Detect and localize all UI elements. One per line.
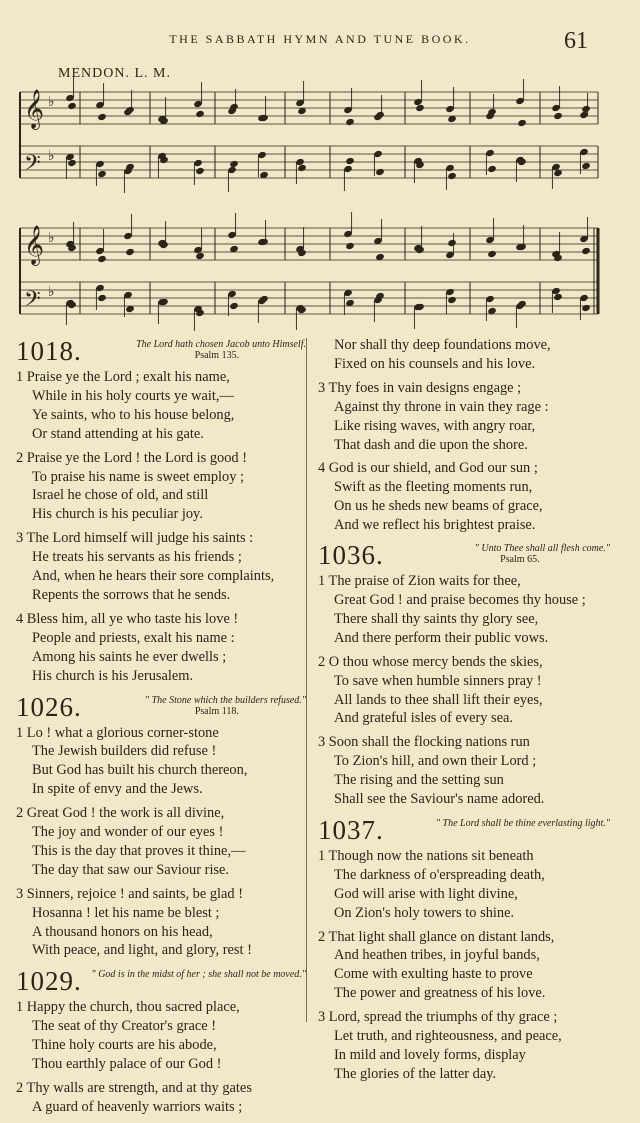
note-head bbox=[581, 247, 591, 255]
verse-line: Thou earthly palace of our God ! bbox=[32, 1056, 222, 1073]
stanza bbox=[318, 572, 610, 648]
stanza bbox=[16, 998, 306, 1074]
note-head bbox=[97, 255, 107, 263]
verse-line: The day that saw our Saviour rise. bbox=[32, 861, 230, 878]
music-score bbox=[0, 0, 640, 336]
stanza bbox=[318, 733, 610, 809]
verse-line: 1 Praise ye the Lord ; exalt his name, bbox=[16, 369, 230, 385]
hymn-number: 1037. bbox=[318, 814, 384, 845]
verse-line: Or stand attending at his gate. bbox=[32, 425, 204, 442]
running-head: THE SABBATH HYMN AND TUNE BOOK. bbox=[169, 32, 471, 46]
verse-line: The joy and wonder of our eyes ! bbox=[32, 824, 224, 841]
verse-line: With peace, and light, and glory, rest ! bbox=[32, 942, 252, 959]
hymn-number: 1026. bbox=[16, 691, 82, 722]
verse-line: The darkness of o'erspreading death, bbox=[334, 866, 545, 883]
note-head bbox=[229, 302, 239, 310]
hymn-header bbox=[16, 966, 306, 996]
verse-line: To Zion's hill, and own their Lord ; bbox=[334, 753, 537, 770]
verse-line: 2 O thou whose mercy bends the skies, bbox=[318, 653, 543, 670]
verse-line: The rising and the setting sun bbox=[334, 772, 504, 789]
verse-line: Come with exulting haste to prove bbox=[334, 966, 533, 983]
note-head bbox=[229, 160, 239, 168]
hymn-epigraph bbox=[88, 336, 306, 361]
hymn bbox=[16, 966, 306, 1116]
note-head bbox=[97, 294, 107, 302]
epigraph-text: " God is in the midst of her ; she shall not be moved." bbox=[91, 969, 306, 981]
verse-line: Among his saints he ever dwells ; bbox=[32, 648, 227, 665]
hymn-number: 1029. bbox=[16, 966, 82, 997]
verse-line: The Jewish builders did refuse ! bbox=[32, 743, 217, 760]
verse-line: 4 God is our shield, and God our sun ; bbox=[318, 460, 538, 477]
note-head bbox=[447, 239, 457, 247]
verse-line: Against thy throne in vain they rage : bbox=[334, 398, 549, 415]
epigraph-text: " The Lord shall be thine everlasting light." bbox=[435, 817, 610, 829]
note-head bbox=[487, 250, 497, 258]
verse-line: Shall see the Saviour's name adored. bbox=[334, 791, 545, 808]
key-flat: ♭ bbox=[48, 95, 55, 110]
note-head bbox=[345, 242, 355, 250]
verse-line: 3 Lord, spread the triumphs of thy grace ; bbox=[318, 1009, 558, 1026]
verse-line: A thousand honors on his head, bbox=[32, 923, 213, 940]
verse-line: Like rising waves, with angry roar, bbox=[334, 417, 536, 434]
verse-line: To save when humble sinners pray ! bbox=[334, 672, 542, 689]
verse-line: Hosanna ! let his name be blest ; bbox=[32, 904, 220, 921]
verse-line: 3 Thy foes in vain designs engage ; bbox=[318, 379, 522, 396]
verse-line: 1 Happy the church, thou sacred place, bbox=[16, 999, 240, 1016]
stanza bbox=[318, 653, 610, 729]
epigraph-text: " The Stone which the builders refused." bbox=[144, 694, 306, 706]
verse-line: In mild and lovely forms, display bbox=[334, 1047, 526, 1063]
verse-line: On us he sheds new beams of grace, bbox=[334, 498, 543, 515]
key-flat: ♭ bbox=[48, 149, 55, 164]
scripture-ref: Psalm 65. bbox=[500, 554, 540, 566]
stanza bbox=[318, 336, 610, 374]
verse-line: The seat of thy Creator's grace ! bbox=[32, 1018, 216, 1035]
hymn-epigraph bbox=[390, 540, 610, 565]
note-head bbox=[447, 172, 457, 180]
bass-clef: 𝄢 bbox=[24, 287, 41, 317]
verse-line: Let truth, and righteousness, and peace, bbox=[334, 1028, 562, 1045]
right-column bbox=[318, 336, 610, 1090]
note-head bbox=[375, 168, 385, 176]
hymn-number: 1036. bbox=[318, 540, 384, 571]
verse-line: A guard of heavenly warriors waits ; bbox=[32, 1098, 243, 1115]
verse-line: Ye saints, who to his house belong, bbox=[32, 406, 235, 423]
verse-line: The power and greatness of his love. bbox=[334, 985, 546, 1002]
hymn-epigraph bbox=[88, 966, 306, 980]
note-head bbox=[67, 102, 77, 110]
note-head bbox=[195, 110, 205, 118]
verse-line: And, when he hears their sore complaints, bbox=[32, 568, 275, 585]
verse-line: 2 Praise ye the Lord ! the Lord is good ! bbox=[16, 449, 247, 466]
verse-line: Great God ! and praise becomes thy house ; bbox=[334, 591, 586, 608]
continuation bbox=[318, 336, 610, 535]
verse-line: Thine holy courts are his abode, bbox=[32, 1037, 217, 1054]
note-head bbox=[345, 157, 355, 165]
hymn-epigraph bbox=[390, 815, 610, 829]
verse-line: All lands to thee shall lift their eyes, bbox=[334, 691, 543, 708]
verse-line: 3 Soon shall the flocking nations run bbox=[318, 734, 530, 751]
verse-line: To praise his name is sweet employ ; bbox=[32, 468, 245, 485]
note-head bbox=[581, 105, 591, 113]
verse-line: 1 Lo ! what a glorious corner-stone bbox=[16, 724, 219, 741]
verse-line: And there perform their public vows. bbox=[334, 629, 549, 646]
note-head bbox=[581, 304, 591, 312]
note-head bbox=[345, 118, 355, 126]
treble-clef: 𝄞 bbox=[24, 89, 45, 129]
stanza bbox=[318, 459, 610, 535]
verse-line: And we reflect his brightest praise. bbox=[334, 517, 536, 534]
verse-line: And grateful isles of every sea. bbox=[334, 710, 514, 727]
verse-line: This is the day that proves it thine,— bbox=[32, 842, 246, 859]
note-head bbox=[553, 112, 563, 120]
stanza bbox=[318, 379, 610, 455]
stanza bbox=[16, 1079, 306, 1117]
verse-line: 3 The Lord himself will judge his saints : bbox=[16, 530, 254, 547]
note-head bbox=[97, 113, 107, 121]
stanza bbox=[16, 449, 306, 525]
verse-line: Repents the sorrows that he sends. bbox=[32, 586, 231, 603]
hymn-epigraph bbox=[88, 692, 306, 717]
stanza bbox=[16, 885, 306, 961]
verse-line: People and priests, exalt his name : bbox=[32, 629, 235, 646]
verse-line: God will arise with light divine, bbox=[334, 885, 518, 902]
note-head bbox=[517, 119, 527, 127]
hymn-number: 1018. bbox=[16, 336, 82, 366]
verse-line: 3 Sinners, rejoice ! and saints, be glad ! bbox=[16, 885, 243, 902]
hymn-header bbox=[318, 815, 610, 845]
left-column bbox=[16, 336, 306, 1123]
stanza bbox=[318, 1008, 610, 1084]
stanza bbox=[16, 610, 306, 686]
key-flat: ♭ bbox=[48, 231, 55, 246]
hymn-header bbox=[16, 336, 306, 366]
verse-line: There shall thy saints thy glory see, bbox=[334, 610, 539, 627]
note-head bbox=[487, 165, 497, 173]
column-rule bbox=[306, 338, 307, 1022]
stanza bbox=[16, 368, 306, 444]
verse-line: Israel he chose of old, and still bbox=[32, 487, 209, 504]
verse-line: 2 That light shall glance on distant lands, bbox=[318, 928, 555, 945]
verse-line: On Zion's holy towers to shine. bbox=[334, 904, 515, 921]
verse-line: Swift as the fleeting moments run, bbox=[334, 479, 533, 496]
hymn bbox=[16, 336, 306, 686]
tune-title: MENDON. L. M. bbox=[58, 66, 171, 81]
stanza bbox=[16, 804, 306, 880]
verse-line: While in his holy courts ye wait,— bbox=[32, 387, 234, 404]
page-number: 61 bbox=[564, 28, 588, 54]
note-head bbox=[581, 162, 591, 170]
verse-line: But God has built his church thereon, bbox=[32, 762, 248, 779]
verse-line: 1 The praise of Zion waits for thee, bbox=[318, 573, 521, 590]
verse-line: That dash and die upon the shore. bbox=[334, 436, 528, 453]
note-head bbox=[195, 167, 205, 175]
note-head bbox=[97, 170, 107, 178]
verse-line: 2 Thy walls are strength, and at thy gates bbox=[16, 1080, 252, 1096]
key-flat: ♭ bbox=[48, 285, 55, 300]
hymn-header bbox=[16, 692, 306, 722]
verse-line: 2 Great God ! the work is all divine, bbox=[16, 805, 225, 822]
epigraph-text: The Lord hath chosen Jacob unto Himself. bbox=[136, 339, 306, 350]
hymn bbox=[318, 540, 610, 809]
scripture-ref: Psalm 118. bbox=[194, 705, 239, 717]
hymn bbox=[318, 815, 610, 1084]
stanza bbox=[16, 724, 306, 800]
stanza bbox=[318, 928, 610, 1004]
hymn-header bbox=[318, 540, 610, 570]
scripture-ref: Psalm 135. bbox=[194, 350, 240, 361]
verse-line: The glories of the latter day. bbox=[334, 1065, 497, 1082]
verse-line: In spite of envy and the Jews. bbox=[32, 781, 203, 798]
verse-line: Nor shall thy deep foundations move, bbox=[334, 337, 551, 353]
verse-line: Fixed on his counsels and his love. bbox=[334, 355, 536, 372]
hymn bbox=[16, 692, 306, 961]
treble-clef: 𝄞 bbox=[24, 225, 45, 265]
verse-line: His church is his Jerusalem. bbox=[32, 667, 194, 684]
verse-line: 4 Bless him, all ye who taste his love ! bbox=[16, 610, 239, 627]
verse-line: He treats his servants as his friends ; bbox=[32, 549, 242, 566]
bass-clef: 𝄢 bbox=[24, 151, 41, 181]
stanza bbox=[16, 529, 306, 605]
note-head bbox=[447, 296, 457, 304]
stanza bbox=[318, 847, 610, 923]
epigraph-text: " Unto Thee shall all flesh come." bbox=[474, 543, 610, 555]
verse-line: And heathen tribes, in joyful bands, bbox=[334, 947, 540, 964]
verse-line: His church is his peculiar joy. bbox=[32, 506, 203, 523]
verse-line: 1 Though now the nations sit beneath bbox=[318, 847, 534, 864]
note-head bbox=[125, 248, 135, 256]
